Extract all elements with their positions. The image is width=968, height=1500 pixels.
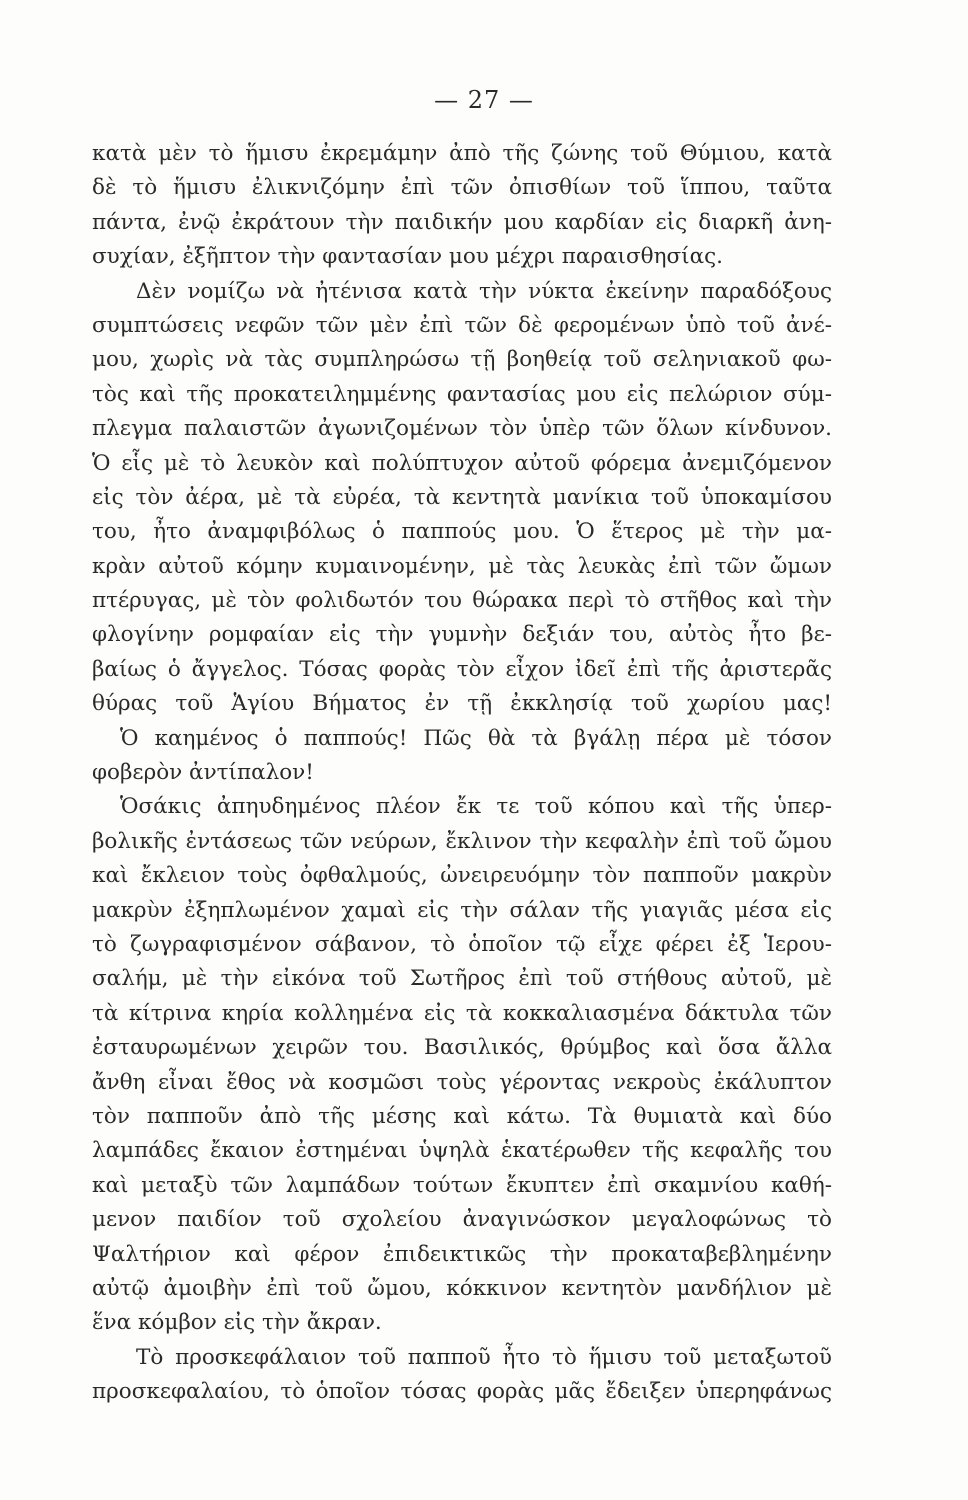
- text-line: καὶ μεταξὺ τῶν λαμπάδων τούτων ἔκυπτεν ἐπὶ σκαμνίου καθή-: [92, 1172, 832, 1198]
- text-line: τὸς καὶ τῆς προκατειλημμένης φαντασίας μου εἰς πελώριον σύμ-: [92, 381, 832, 407]
- text-line: τὸ ζωγραφισμένον σάβανον, τὸ ὁποῖον τῷ εἶχε φέρει ἐξ Ἱερου-: [92, 931, 832, 957]
- text-line: πάντα, ἐνῷ ἐκράτουν τὴν παιδικήν μου καρδίαν εἰς διαρκῆ ἀνη-: [92, 209, 832, 235]
- text-line: του, ἦτο ἀναμφιβόλως ὁ παππούς μου. Ὁ ἕτερος μὲ τὴν μα-: [92, 519, 832, 545]
- text-line: φλογίνην ρομφαίαν εἰς τὴν γυμνὴν δεξιάν του, αὐτὸς ἦτο βε-: [92, 622, 832, 648]
- text-line: Ὁ καημένος ὁ παππούς! Πῶς θὰ τὰ βγάλῃ πέρα μὲ τόσον: [120, 725, 832, 751]
- text-line: πλεγμα παλαιστῶν ἀγωνιζομένων τὸν ὑπὲρ τῶν ὅλων κίνδυνον.: [92, 416, 832, 442]
- text-line: Ψαλτήριον καὶ φέρον ἐπιδεικτικῶς τὴν προκαταβεβλημένην: [92, 1241, 832, 1267]
- text-line: μενον παιδίον τοῦ σχολείου ἀναγινώσκον μεγαλοφώνως τὸ: [92, 1207, 832, 1233]
- text-line: προσκεφαλαίου, τὸ ὁποῖον τόσας φορὰς μᾶς ἔδειξεν ὑπερηφάνως: [92, 1379, 832, 1405]
- text-line: Ὁσάκις ἀπηυδημένος πλέον ἔκ τε τοῦ κόπου καὶ τῆς ὑπερ-: [120, 794, 832, 820]
- text-line: τὸν παπποῦν ἀπὸ τῆς μέσης καὶ κάτω. Τὰ θυμιατὰ καὶ δύο: [92, 1103, 832, 1129]
- body-text: [92, 137, 832, 1409]
- text-line: Ὁ εἷς μὲ τὸ λευκὸν καὶ πολύπτυχον αὐτοῦ φόρεμα ἀνεμιζόμενον: [92, 450, 832, 476]
- text-line: Δὲν νομίζω νὰ ἠτένισα κατὰ τὴν νύκτα ἐκείνην παραδόξους: [136, 278, 832, 304]
- text-line: μου, χωρὶς νὰ τὰς συμπληρώσω τῇ βοηθείᾳ τοῦ σεληνιακοῦ φω-: [92, 347, 832, 373]
- text-line: αὐτῷ ἀμοιβὴν ἐπὶ τοῦ ὤμου, κόκκινον κεντητὸν μανδήλιον μὲ: [92, 1275, 832, 1301]
- text-line: λαμπάδες ἔκαιον ἐστημέναι ὑψηλὰ ἑκατέρωθεν τῆς κεφαλῆς του: [92, 1138, 832, 1164]
- text-line: συμπτώσεις νεφῶν τῶν μὲν ἐπὶ τῶν δὲ φερομένων ὑπὸ τοῦ ἀνέ-: [92, 312, 832, 338]
- text-line: μακρὺν ἐξηπλωμένον χαμαὶ εἰς τὴν σάλαν τῆς γιαγιᾶς μέσα εἰς: [92, 897, 832, 923]
- text-line: βολικῆς ἐντάσεως τῶν νεύρων, ἔκλινον τὴν κεφαλὴν ἐπὶ τοῦ ὤμου: [92, 828, 832, 854]
- text-line: τὰ κίτρινα κηρία κολλημένα εἰς τὰ κοκκαλιασμένα δάκτυλα τῶν: [92, 1000, 832, 1026]
- text-line: δὲ τὸ ἥμισυ ἐλικνιζόμην ἐπὶ τῶν ὀπισθίων τοῦ ἵππου, ταῦτα: [92, 175, 832, 201]
- text-line: κατὰ μὲν τὸ ἥμισυ ἐκρεμάμην ἀπὸ τῆς ζώνης τοῦ Θύμιου, κατὰ: [92, 141, 832, 166]
- text-line: φοβερὸν ἀντίπαλον!: [92, 760, 314, 786]
- text-line: εἰς τὸν ἀέρα, μὲ τὰ εὐρέα, τὰ κεντητὰ μανίκια τοῦ ὑποκαμίσου: [92, 484, 832, 510]
- text-line: ἄνθη εἶναι ἔθος νὰ κοσμῶσι τοὺς γέροντας νεκροὺς ἐκάλυπτον: [92, 1069, 832, 1095]
- text-line: θύρας τοῦ Ἁγίου Βήματος ἐν τῇ ἐκκλησίᾳ τοῦ χωρίου μας!: [92, 691, 832, 717]
- text-line: ἐσταυρωμένων χειρῶν του. Βασιλικός, θρύμβος καὶ ὅσα ἄλλα: [92, 1035, 832, 1061]
- text-line: Τὸ προσκεφάλαιον τοῦ παπποῦ ἦτο τὸ ἥμισυ τοῦ μεταξωτοῦ: [136, 1344, 832, 1370]
- page-number: — 27 —: [434, 86, 534, 114]
- text-line: πτέρυγας, μὲ τὸν φολιδωτόν του θώρακα περὶ τὸ στῆθος καὶ τὴν: [92, 588, 832, 614]
- text-line: κρὰν αὐτοῦ κόμην κυμαινομένην, μὲ τὰς λευκὰς ἐπὶ τῶν ὤμων: [92, 553, 832, 579]
- text-line: σαλήμ, μὲ τὴν εἰκόνα τοῦ Σωτῆρος ἐπὶ τοῦ στήθους αὐτοῦ, μὲ: [92, 966, 832, 992]
- text-line: συχίαν, ἐξῆπτον τὴν φαντασίαν μου μέχρι παραισθησίας.: [92, 244, 723, 270]
- text-line: ἕνα κόμβον εἰς τὴν ἄκραν.: [92, 1310, 382, 1336]
- text-line: βαίως ὁ ἄγγελος. Τόσας φορὰς τὸν εἶχον ἰδεῖ ἐπὶ τῆς ἀριστερᾶς: [92, 656, 832, 682]
- text-line: καὶ ἔκλειον τοὺς ὀφθαλμούς, ὠνειρευόμην τὸν παπποῦν μακρὺν: [92, 863, 832, 889]
